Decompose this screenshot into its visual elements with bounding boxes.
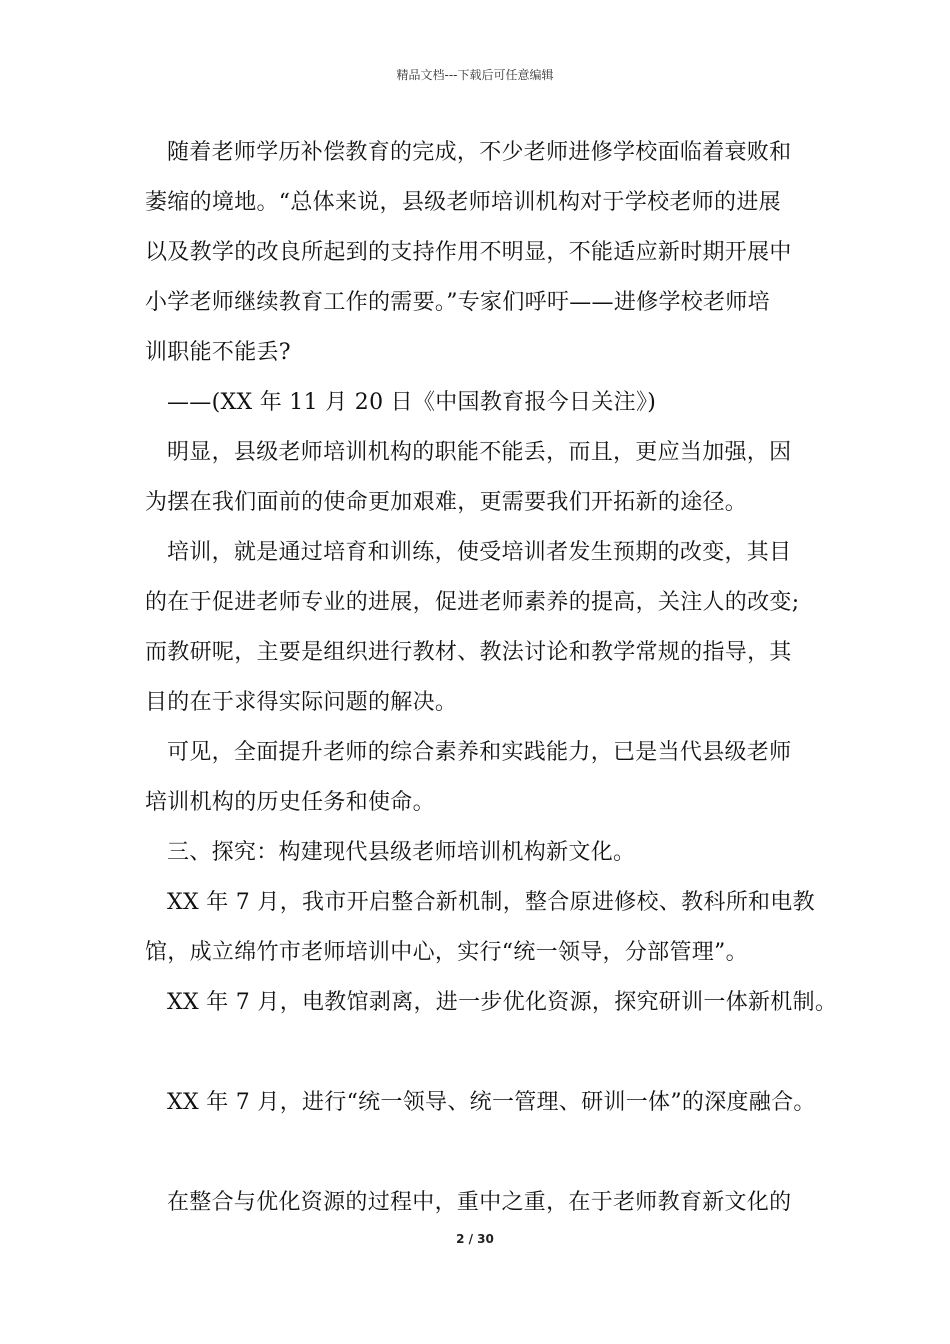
text-line: XX 年 7 月，电教馆剥离，进一步优化资源，探究研训一体新机制。 <box>167 990 838 1015</box>
text-line: 在整合与优化资源的过程中，重中之重，在于老师教育新文化的 <box>167 1190 792 1215</box>
paragraph <box>145 878 815 978</box>
paragraph <box>145 1078 816 1128</box>
heading-line: 三、探究：构建现代县级老师培训机构新文化。 <box>167 840 636 865</box>
paragraph <box>145 728 810 828</box>
text-line: 随着老师学历补偿教育的完成，不少老师进修学校面临着衰败和 <box>167 140 792 165</box>
paragraph <box>145 428 810 528</box>
citation-line: ——(XX 年 11 月 20 日《中国教育报今日关注》) <box>167 390 657 415</box>
text-line: XX 年 7 月，我市开启整合新机制，整合原进修校、教科所和电教 <box>167 890 815 915</box>
text-line: 萎缩的境地。“总体来说，县级老师培训机构对于学校老师的进展 <box>145 190 781 215</box>
section-heading <box>145 828 810 878</box>
text-line: 可见，全面提升老师的综合素养和实践能力，已是当代县级老师 <box>167 740 792 765</box>
blank-line <box>145 1028 810 1078</box>
text-line: 以及教学的改良所起到的支持作用不明显，不能适应新时期开展中 <box>145 240 792 265</box>
paragraph <box>145 528 810 728</box>
text-line: 为摆在我们面前的使命更加艰难，更需要我们开拓新的途径。 <box>145 490 748 515</box>
page-header: 精品文档---下载后可任意编辑 <box>396 68 554 82</box>
text-line: 目的在于求得实际问题的解决。 <box>145 690 458 715</box>
blank-line <box>145 1128 810 1178</box>
paragraph <box>145 1178 810 1228</box>
text-line: 馆，成立绵竹市老师培训中心，实行“统一领导，分部管理”。 <box>145 940 748 965</box>
text-line: 明显，县级老师培训机构的职能不能丢，而且，更应当加强，因 <box>167 440 792 465</box>
text-line: 而教研呢，主要是组织进行教材、教法讨论和教学常规的指导，其 <box>145 640 792 665</box>
text-line: 小学老师继续教育工作的需要。”专家们呼吁——进修学校老师培 <box>145 290 770 315</box>
text-line: 的在于促进老师专业的进展，促进老师素养的提高，关注人的改变; <box>145 590 800 615</box>
text-line: 培训机构的历史任务和使命。 <box>145 790 435 815</box>
page-number: 2 / 30 <box>456 1232 494 1246</box>
paragraph-citation <box>145 378 810 428</box>
text-line: 训职能不能丢? <box>145 340 291 365</box>
document-body <box>145 128 838 1228</box>
paragraph <box>145 978 838 1028</box>
paragraph <box>145 128 810 378</box>
text-line: 培训，就是通过培育和训练，使受培训者发生预期的改变，其目 <box>167 540 792 565</box>
text-line: XX 年 7 月，进行“统一领导、统一管理、研训一体”的深度融合。 <box>167 1090 816 1115</box>
